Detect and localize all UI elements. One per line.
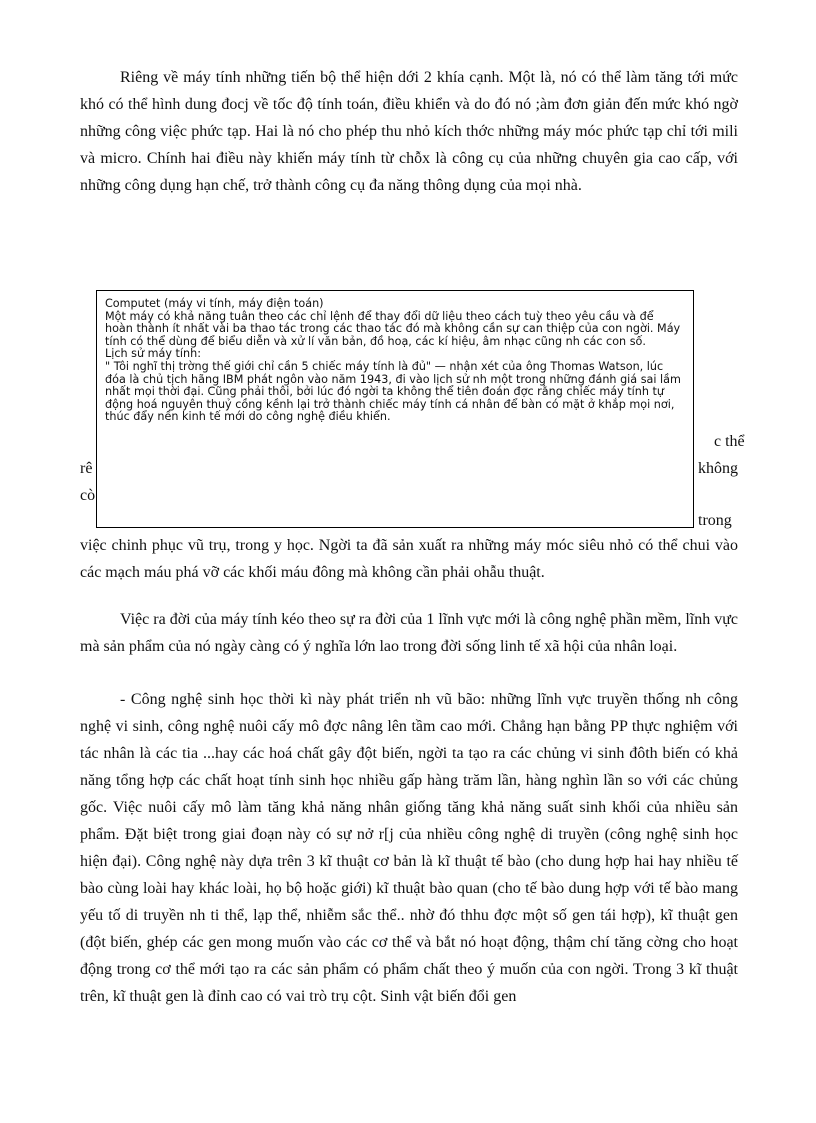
paragraph-computer-progress: Riêng về máy tính những tiến bộ thể hiện dới 2 khía cạnh. Một là, nó có thể làm tăng tới mức khó có thể hình dung đocj về tốc độ tính toán, điều khiển và do đó nó ;àm đơn giản đến mức khó ngờ những công việc phức tạp. Hai là nó cho phép thu nhỏ kích thớc những máy móc phức tạp chỉ tới mili và micro. Chính hai điều này khiến máy tính từ chỗx là công cụ của những chuyên gia cao cấp, với những công dụng hạn chế, trở thành công cụ đa năng thông dụng của mọi nhà. xyxy=(80,69,738,194)
textbox-history-text: " Tôi nghĩ thị trờng thế giới chỉ cần 5 chiếc máy tính là đủ" — nhận xét của ông Thomas Watson, lúc đóa là chủ tịch hãng IBM phát ngôn vào năm 1943, đi vào lịch sử nh một trong những đánh giá sai lầm nhất mọi thời đại. Cũng phải thôi, bởi lúc đó ngời ta không thể tiên đoán đợc rằng chiếc máy tính tự động hoá nguyên thuỷ cồng kềnh lại trở thành chiếc máy tính cá nhân để bàn có mặt ở khắp mọi nơi, thúc đẩy nền kinh tế mới do công nghệ điều khiển. xyxy=(105,359,681,424)
paragraph-software: Việc ra đời của máy tính kéo theo sự ra đời của 1 lĩnh vực mới là công nghệ phần mềm, lĩnh vực mà sản phẩm của nó ngày càng có ý nghĩa lớn lao trong đời sống linh tế xã hội của nhân loại. xyxy=(80,611,738,655)
textbox-title: Computet (máy vi tính, máy điện toán) xyxy=(105,297,324,310)
textbox-history-heading: Lịch sử máy tính: xyxy=(105,347,201,361)
computer-definition-textbox xyxy=(96,290,694,528)
hidden-text-fragment: không xyxy=(698,460,738,477)
hidden-text-fragment: c thể xyxy=(714,433,745,450)
hidden-text-fragment: rê xyxy=(80,460,93,477)
hidden-text-fragment: cò xyxy=(80,487,96,504)
hidden-text-fragment: trong xyxy=(698,512,732,529)
paragraph-space-medicine: việc chinh phục vũ trụ, trong y học. Ngời ta đã sản xuất ra những máy móc siêu nhỏ có thể chui vào các mạch máu phá vỡ các khối máu đông mà không cần phải ohẫu thuật. xyxy=(80,537,738,581)
paragraph-biotechnology: - Công nghệ sinh học thời kì này phát triển nh vũ bão: những lĩnh vực truyền thống nh công nghệ vi sinh, công nghệ nuôi cấy mô đợc nâng lên tầm cao mới. Chẳng hạn bằng PP thực nghiệm với tác nhân là các tia ...hay các hoá chất gây đột biến, ngời ta tạo ra các chủng vi sinh đôth biến có khả năng tổng hợp các chất hoạt tính sinh học nhiều gấp hàng trăm lần, hàng nghìn lần so với các chủng gốc. Việc nuôi cấy mô làm tăng khả năng nhân giống tăng khả năng suất sinh khối của nhiều sản phẩm. Đặt biệt trong giai đoạn này có sự nở r[j của nhiều công nghệ di truyền (công nghệ sinh học hiện đại). Công nghệ này dựa trên 3 kĩ thuật cơ bản là kĩ thuật tế bào (cho dung hợp hai hay nhiều tế bào cùng loài hay khác loài, họ bộ hoặc giới) kĩ thuật bào quan (cho tế bào dung hợp với tế bào mang yếu tố di truyền nh ti thể, lạp thể, nhiễm sắc thể.. nhờ đó thhu đợc một số gen tái hợp), kĩ thuật gen (đột biến, ghép các gen mong muốn vào các cơ thể và bắt nó hoạt động, thậm chí tăng cờng cho hoạt động trong cơ thể mới tạo ra các sản phẩm có phẩm chất theo ý muốn của con ngời. Trong 3 kĩ thuật trên, kĩ thuật gen là đỉnh cao có vai trò trụ cột. Sinh vật biến đổi gen xyxy=(80,691,738,1005)
textbox-definition: Một máy có khả năng tuân theo các chỉ lệnh để thay đổi dữ liệu theo cách tuỳ theo yêu cầu và để hoàn thành ít nhất vài ba thao tác trong các thao tác đó mà không cần sự can thiệp của con ngời. Máy tính có thể dùng để biểu diễn và xử lí văn bản, đồ hoạ, các kí hiệu, âm nhạc cũng nh các con số. xyxy=(105,309,681,348)
